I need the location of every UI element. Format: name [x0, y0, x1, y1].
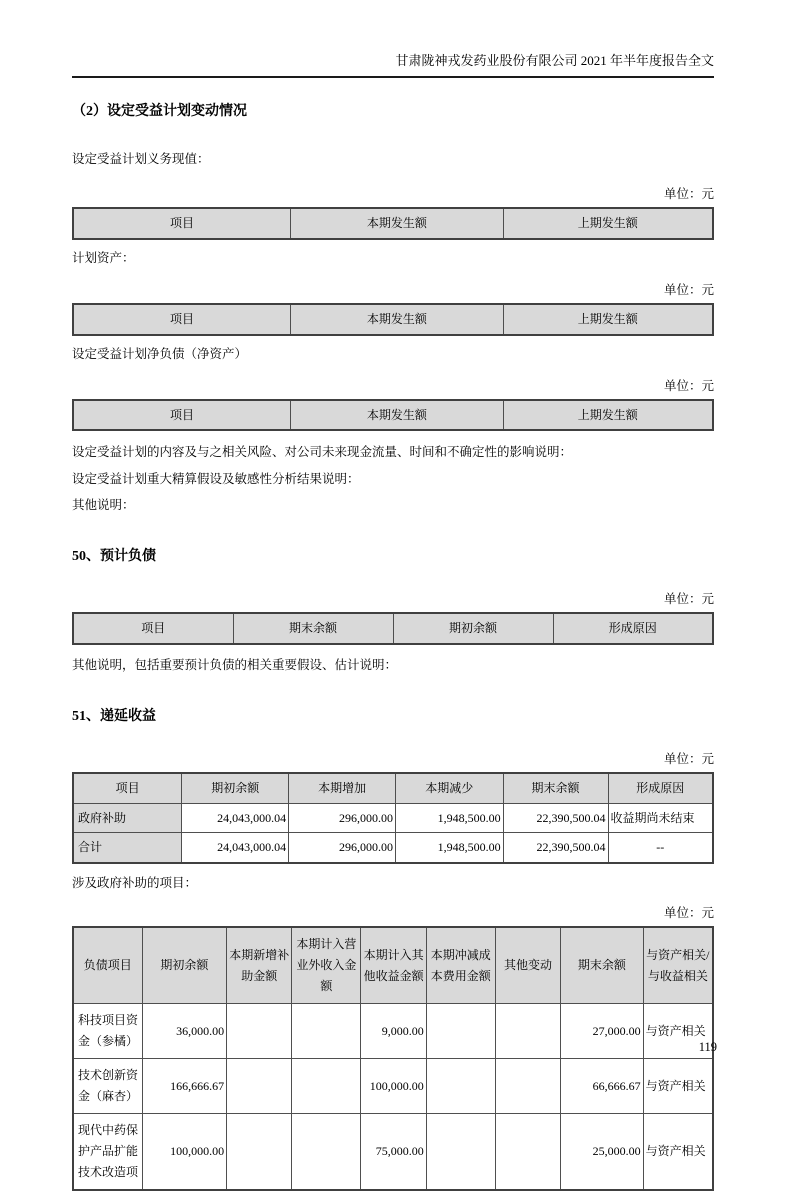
- cell-other-changes: [495, 1059, 560, 1114]
- table-row-tech-innovation-fund: [73, 1059, 713, 1114]
- col-header-current-period: 本期发生额: [291, 400, 503, 431]
- cell-asset-income-related: 与资产相关: [643, 1114, 713, 1191]
- unit-label: 单位：元: [663, 283, 714, 298]
- cell-formation-reason: --: [608, 833, 713, 863]
- table-deferred-income: [72, 772, 714, 864]
- col-header-opening-balance: 期初余额: [182, 773, 289, 803]
- cell-closing-balance: 22,390,500.04: [503, 833, 608, 863]
- cell-increase: 296,000.00: [289, 803, 396, 833]
- table-row-modern-tcm-expansion: [73, 1114, 713, 1191]
- unit-label: 单位：元: [663, 378, 714, 393]
- col-header-non-operating-income: 本期计入营业外收入金额: [292, 927, 361, 1004]
- cell-new-subsidy: [227, 1114, 292, 1191]
- paragraph-plan-assets: 计划资产：: [72, 250, 135, 265]
- table-header-row: [73, 927, 713, 1004]
- row-label: 技术创新资金（麻杏）: [73, 1059, 142, 1114]
- cell-closing-balance: 66,666.67: [561, 1059, 644, 1114]
- col-header-item: 项目: [73, 208, 291, 239]
- table-provisions: [72, 612, 714, 645]
- col-header-item: 项目: [73, 400, 291, 431]
- cell-closing-balance: 22,390,500.04: [503, 803, 608, 833]
- cell-non-operating-income: [292, 1114, 361, 1191]
- paragraph-government-subsidy-items: 涉及政府补助的项目：: [72, 875, 198, 890]
- table-header-row: [73, 400, 713, 431]
- cell-opening-balance: 36,000.00: [142, 1004, 226, 1059]
- col-header-item: 项目: [73, 613, 233, 644]
- paragraph-risk-description: 设定受益计划的内容及与之相关风险、对公司未来现金流量、时间和不确定性的影响说明：: [72, 445, 573, 460]
- page-content: [72, 0, 714, 1191]
- cell-other-changes: [495, 1004, 560, 1059]
- col-header-other-income: 本期计入其他收益金额: [361, 927, 426, 1004]
- col-header-decrease: 本期减少: [396, 773, 504, 803]
- col-header-liability-item: 负债项目: [73, 927, 142, 1004]
- cell-opening-balance: 166,666.67: [142, 1059, 226, 1114]
- row-label: 合计: [73, 833, 182, 863]
- col-header-closing-balance: 期末余额: [561, 927, 644, 1004]
- table-row-government-grants: [73, 803, 713, 833]
- col-header-current-period: 本期发生额: [291, 304, 503, 335]
- cell-new-subsidy: [227, 1059, 292, 1114]
- row-label: 科技项目资金（参橘）: [73, 1004, 142, 1059]
- cell-formation-reason: 收益期尚未结束: [608, 803, 713, 833]
- cell-asset-income-related: 与资产相关: [643, 1059, 713, 1114]
- col-header-closing-balance: 期末余额: [503, 773, 608, 803]
- col-header-opening-balance: 期初余额: [393, 613, 553, 644]
- cell-other-changes: [495, 1114, 560, 1191]
- cell-cost-offset: [426, 1114, 495, 1191]
- section-heading-deferred-income: 51、递延收益: [72, 709, 156, 725]
- cell-opening-balance: 100,000.00: [142, 1114, 226, 1191]
- cell-asset-income-related: 与资产相关: [643, 1004, 713, 1059]
- col-header-formation-reason: 形成原因: [608, 773, 713, 803]
- col-header-new-subsidy: 本期新增补助金额: [227, 927, 292, 1004]
- cell-closing-balance: 27,000.00: [561, 1004, 644, 1059]
- paragraph-provisions-note: 其他说明，包括重要预计负债的相关重要假设、估计说明：: [72, 657, 398, 672]
- cell-new-subsidy: [227, 1004, 292, 1059]
- table-header-row: [73, 304, 713, 335]
- unit-label: 单位：元: [663, 906, 714, 921]
- table-row-tech-project-fund: [73, 1004, 713, 1059]
- section-heading-provisions: 50、预计负债: [72, 549, 156, 565]
- table-plan-assets: [72, 303, 714, 336]
- col-header-item: 项目: [73, 773, 182, 803]
- paragraph-other-notes: 其他说明：: [72, 497, 135, 512]
- col-header-other-changes: 其他变动: [495, 927, 560, 1004]
- page-number: 119: [698, 1040, 717, 1054]
- cell-opening-balance: 24,043,000.04: [182, 803, 289, 833]
- cell-other-income: 100,000.00: [361, 1059, 426, 1114]
- col-header-opening-balance: 期初余额: [142, 927, 226, 1004]
- cell-other-income: 9,000.00: [361, 1004, 426, 1059]
- paragraph-net-liability: 设定受益计划净负债（净资产）: [72, 346, 248, 361]
- col-header-prior-period: 上期发生额: [503, 304, 713, 335]
- col-header-closing-balance: 期末余额: [233, 613, 393, 644]
- col-header-prior-period: 上期发生额: [503, 400, 713, 431]
- cell-cost-offset: [426, 1004, 495, 1059]
- cell-cost-offset: [426, 1059, 495, 1114]
- paragraph-actuarial-assumptions: 设定受益计划重大精算假设及敏感性分析结果说明：: [72, 471, 360, 486]
- cell-non-operating-income: [292, 1004, 361, 1059]
- table-net-liability: [72, 399, 714, 432]
- section-heading-benefit-plan-changes: （2）设定受益计划变动情况: [72, 103, 247, 119]
- col-header-increase: 本期增加: [289, 773, 396, 803]
- cell-increase: 296,000.00: [289, 833, 396, 863]
- col-header-formation-reason: 形成原因: [553, 613, 713, 644]
- table-government-subsidy-items: [72, 926, 714, 1191]
- col-header-asset-income-related: 与资产相关/与收益相关: [643, 927, 713, 1004]
- cell-decrease: 1,948,500.00: [396, 833, 504, 863]
- table-row-total: [73, 833, 713, 863]
- cell-closing-balance: 25,000.00: [561, 1114, 644, 1191]
- cell-non-operating-income: [292, 1059, 361, 1114]
- row-label: 政府补助: [73, 803, 182, 833]
- col-header-prior-period: 上期发生额: [503, 208, 713, 239]
- table-header-row: [73, 773, 713, 803]
- paragraph-obligation-present-value: 设定受益计划义务现值：: [72, 151, 210, 166]
- col-header-item: 项目: [73, 304, 291, 335]
- cell-opening-balance: 24,043,000.04: [182, 833, 289, 863]
- unit-label: 单位：元: [663, 592, 714, 607]
- table-header-row: [73, 208, 713, 239]
- cell-decrease: 1,948,500.00: [396, 803, 504, 833]
- unit-label: 单位：元: [663, 752, 714, 767]
- col-header-current-period: 本期发生额: [291, 208, 503, 239]
- unit-label: 单位：元: [663, 187, 714, 202]
- document-header-title: 甘肃陇神戎发药业股份有限公司 2021 年半年度报告全文: [72, 0, 714, 78]
- table-obligation-present-value: [72, 207, 714, 240]
- row-label: 现代中药保护产品扩能技术改造项: [73, 1114, 142, 1191]
- cell-other-income: 75,000.00: [361, 1114, 426, 1191]
- col-header-cost-offset: 本期冲减成本费用金额: [426, 927, 495, 1004]
- table-header-row: [73, 613, 713, 644]
